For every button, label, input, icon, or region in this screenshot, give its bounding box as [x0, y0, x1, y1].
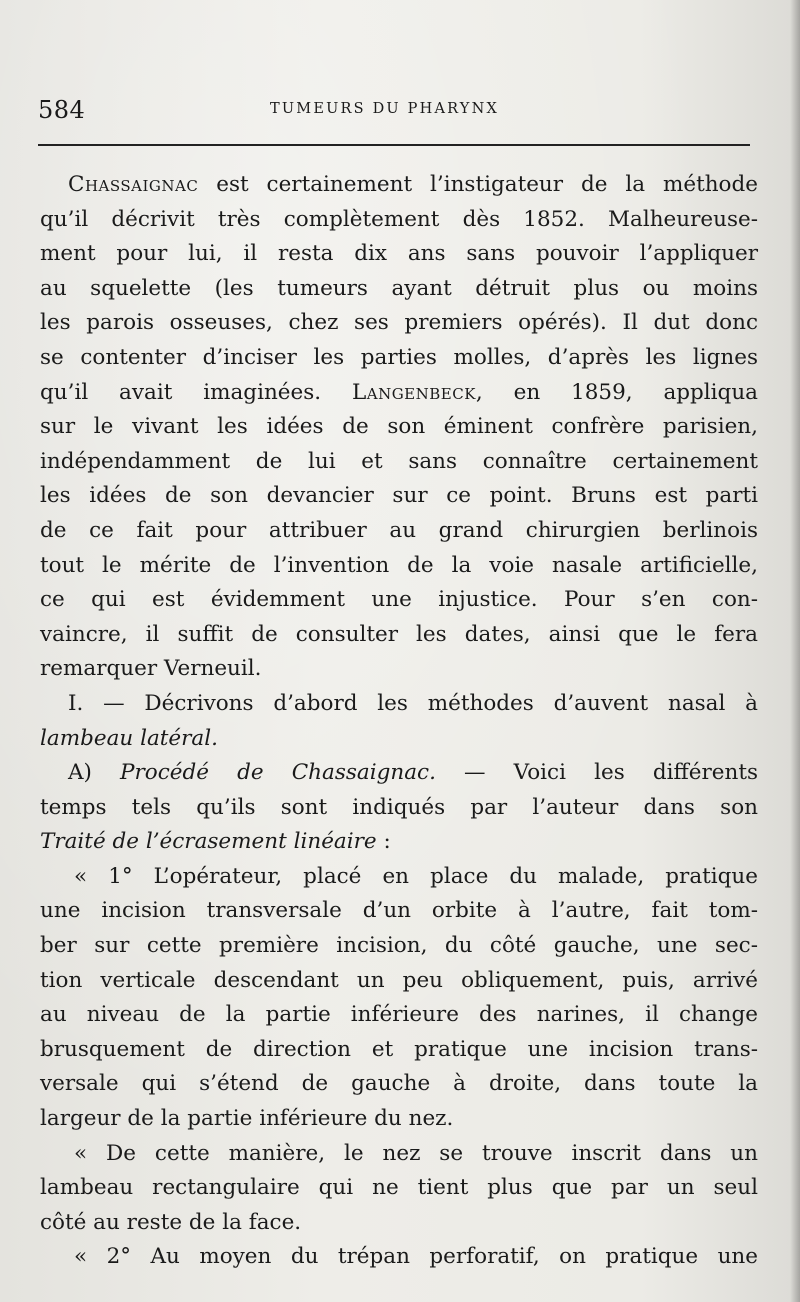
page-edge-shadow: [790, 0, 800, 1302]
quote-line: une incision transversale d’un orbite à l’autre, fait tom-: [40, 898, 758, 924]
header-rule: [38, 144, 750, 146]
text-line: qu’il avait imaginées. Langenbeck, en 1859, appliqua: [40, 379, 758, 405]
text-line: Traité de l’écrasement linéaire :: [40, 829, 391, 855]
subsection-heading-line: A) Procédé de Chassaignac. — Voici les différents: [68, 760, 759, 786]
book-title: Traité de l’écrasement linéaire: [40, 829, 377, 855]
quote-line: « 2° Au moyen du trépan perforatif, on pratique une: [74, 1244, 758, 1270]
running-head: TUMEURS DU PHARYNX: [270, 101, 499, 117]
text-line: remarquer Verneuil.: [40, 656, 262, 682]
text-line: vaincre, il suffit de consulter les dates, ainsi que le fera: [40, 621, 758, 647]
quote-line: versale qui s’étend de gauche à droite, dans toute la: [40, 1071, 758, 1097]
text-line: Chassaignac est certainement l’instigateur de la méthode: [68, 172, 758, 197]
quote-line: ber sur cette première incision, du côté gauche, une sec-: [40, 933, 758, 959]
text-line: lambeau latéral.: [40, 725, 218, 751]
text-line: qu’il décrivit très complètement dès 1852. Malheureuse-: [40, 206, 758, 232]
text-line: de ce fait pour attribuer au grand chirurgien berlinois: [40, 517, 758, 543]
quote-line: côté au reste de la face.: [40, 1209, 302, 1235]
text-line: sur le vivant les idées de son éminent confrère parisien,: [40, 414, 758, 440]
section-heading-line: I. — Décrivons d’abord les méthodes d’auvent nasal à: [68, 690, 758, 716]
author-name: Chassaignac: [68, 172, 199, 197]
quote-line: au niveau de la partie inférieure des narines, il change: [40, 1002, 758, 1028]
quote-line: lambeau rectangulaire qui ne tient plus que par un seul: [40, 1175, 758, 1201]
text-line: les parois osseuses, chez ses premiers opérés). Il dut donc: [40, 310, 758, 336]
quote-line: « 1° L’opérateur, placé en place du malade, pratique: [74, 863, 758, 889]
text-line: se contenter d’inciser les parties molles, d’après les lignes: [40, 344, 758, 370]
page-number: 584: [38, 96, 86, 124]
quote-line: brusquement de direction et pratique une incision trans-: [40, 1036, 758, 1062]
text-line: ment pour lui, il resta dix ans sans pouvoir l’appliquer: [40, 241, 758, 267]
author-name: Langenbeck: [351, 379, 476, 405]
text-line: ce qui est évidemment une injustice. Pour s’en con-: [40, 587, 758, 613]
quote-line: « De cette manière, le nez se trouve inscrit dans un: [74, 1140, 758, 1166]
text-line: les idées de son devancier sur ce point. Bruns est parti: [40, 483, 758, 509]
quote-line: tion verticale descendant un peu obliquement, puis, arrivé: [40, 967, 758, 993]
quote-line: largeur de la partie inférieure du nez.: [40, 1106, 454, 1132]
procedure-title: Procédé de Chassaignac.: [120, 760, 436, 786]
text-line: tout le mérite de l’invention de la voie nasale artificielle,: [40, 552, 758, 578]
text-line: temps tels qu’ils sont indiqués par l’auteur dans son: [40, 794, 758, 820]
text-line: indépendamment de lui et sans connaître certainement: [40, 448, 758, 474]
body-text: [40, 168, 758, 1275]
text-line: au squelette (les tumeurs ayant détruit plus ou moins: [40, 275, 758, 301]
